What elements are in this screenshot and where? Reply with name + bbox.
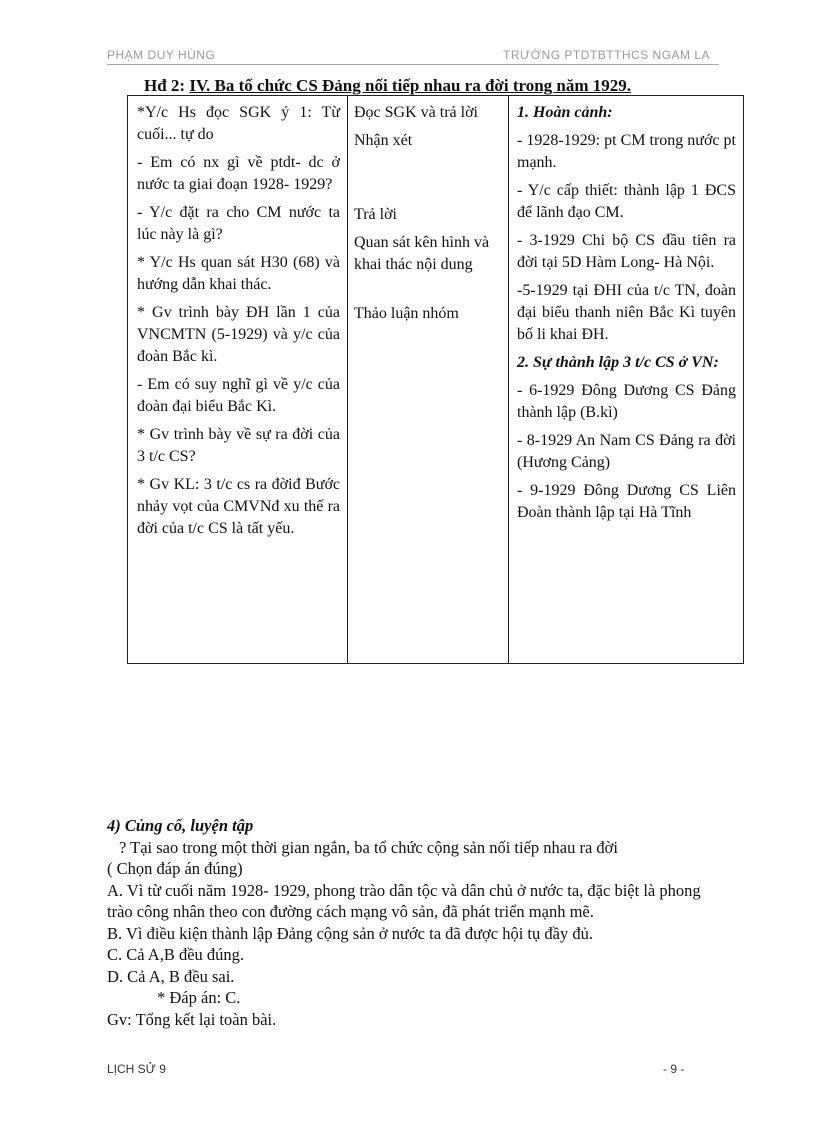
content-item: - Y/c cấp thiết: thành lập 1 ĐCS để lãnh đạo CM. [517, 182, 736, 221]
practice-question: ? Tại sao trong một thời gian ngắn, ba tổ chức cộng sản nối tiếp nhau ra đời [119, 837, 618, 857]
content-item: - 3-1929 Chi bộ CS đầu tiên ra đời tại 5D Hàm Long- Hà Nội. [517, 232, 736, 271]
content-item: - 1928-1929: pt CM trong nước pt mạnh. [517, 132, 736, 171]
teacher-activity-column [128, 96, 348, 663]
closing-note: Gv: Tổng kết lại toàn bài. [107, 1009, 277, 1029]
teacher-activity-item: * Gv trình bày về sự ra đời của 3 t/c CS? [137, 426, 340, 465]
correct-answer: * Đáp án: C. [157, 988, 241, 1007]
teacher-activity-item: * Gv trình bày ĐH lần 1 của VNCMTN (5-1929) và y/c của đoàn Bắc kì. [137, 304, 340, 365]
content-heading-founding: 2. Sự thành lập 3 t/c CS ở VN: [517, 354, 719, 371]
content-item: - 6-1929 Đông Dương CS Đảng thành lập (B.kì) [517, 382, 736, 421]
content-column [509, 96, 743, 663]
content-item: - 8-1929 An Nam CS Đảng ra đời (Hương Cảng) [517, 432, 736, 471]
answer-option: A. Vì từ cuối năm 1928- 1929, phong trào dân tộc và dân chủ ở nước ta, đặc biệt là phong trào công nhân theo con đường cách mạng vô sản, đã phát triển mạnh mẽ. [107, 880, 701, 921]
lesson-table [127, 95, 744, 664]
teacher-activity-item: * Y/c Hs quan sát H30 (68) và hướng dẫn khai thác. [137, 254, 340, 293]
content-item: - 9-1929 Đông Dương CS Liên Đoàn thành lập tại Hà Tĩnh [517, 482, 736, 521]
header-divider [107, 64, 719, 65]
teacher-activity-item: * Gv KL: 3 t/c cs ra đờiđ Bước nhảy vọt của CMVNđ xu thế ra đời của t/c CS là tất yếu. [137, 476, 340, 537]
section-heading [144, 76, 631, 96]
teacher-activity-item: - Em có nx gì về ptdt- dc ở nước ta giai đoạn 1928- 1929? [137, 154, 340, 193]
teacher-activity-item: *Y/c Hs đọc SGK ý 1: Từ cuối... tự do [137, 104, 340, 143]
answer-option: D. Cả A, B đều sai. [107, 966, 235, 986]
answer-option: C. Cả A,B đều đúng. [107, 945, 245, 964]
answer-option: B. Vì điều kiện thành lập Đảng cộng sản ở nước ta đã được hội tụ đầy đủ. [107, 923, 593, 943]
practice-instruction: ( Chọn đáp án đúng) [107, 859, 243, 878]
student-activity-item: Trả lời [354, 206, 397, 223]
page-footer-subject: LỊCH SỬ 9 [107, 1062, 166, 1076]
student-activity-item: Nhận xét [354, 132, 413, 149]
section-label: Hđ 2: [144, 76, 186, 95]
section-title: IV. Ba tổ chức CS Đảng nối tiếp nhau ra đời trong năm 1929. [189, 76, 632, 95]
practice-heading: 4) Củng cố, luyện tập [107, 816, 254, 835]
page-number: - 9 - [663, 1062, 685, 1076]
student-activity-item: Đọc SGK và trả lời [354, 104, 478, 121]
page-header-school: TRƯỜNG PTDTBTTHCS NGAM LA [503, 48, 711, 62]
teacher-activity-item: - Em có suy nghĩ gì về y/c của đoàn đại biểu Bắc Kì. [137, 376, 340, 415]
student-activity-column [348, 96, 509, 663]
student-activity-item: Quan sát kên hình và khai thác nội dung [354, 234, 490, 273]
student-activity-item: Thảo luận nhóm [354, 305, 459, 322]
page-header-author: PHẠM DUY HÙNG [107, 48, 216, 62]
teacher-activity-item: - Y/c đặt ra cho CM nước ta lúc này là gì? [137, 204, 340, 243]
content-item: -5-1929 tại ĐHI của t/c TN, đoàn đại biểu thanh niên Bắc Kì tuyên bố li khai ĐH. [517, 282, 736, 343]
content-heading-circumstances: 1. Hoàn cảnh: [517, 104, 613, 121]
practice-section [107, 815, 713, 1030]
